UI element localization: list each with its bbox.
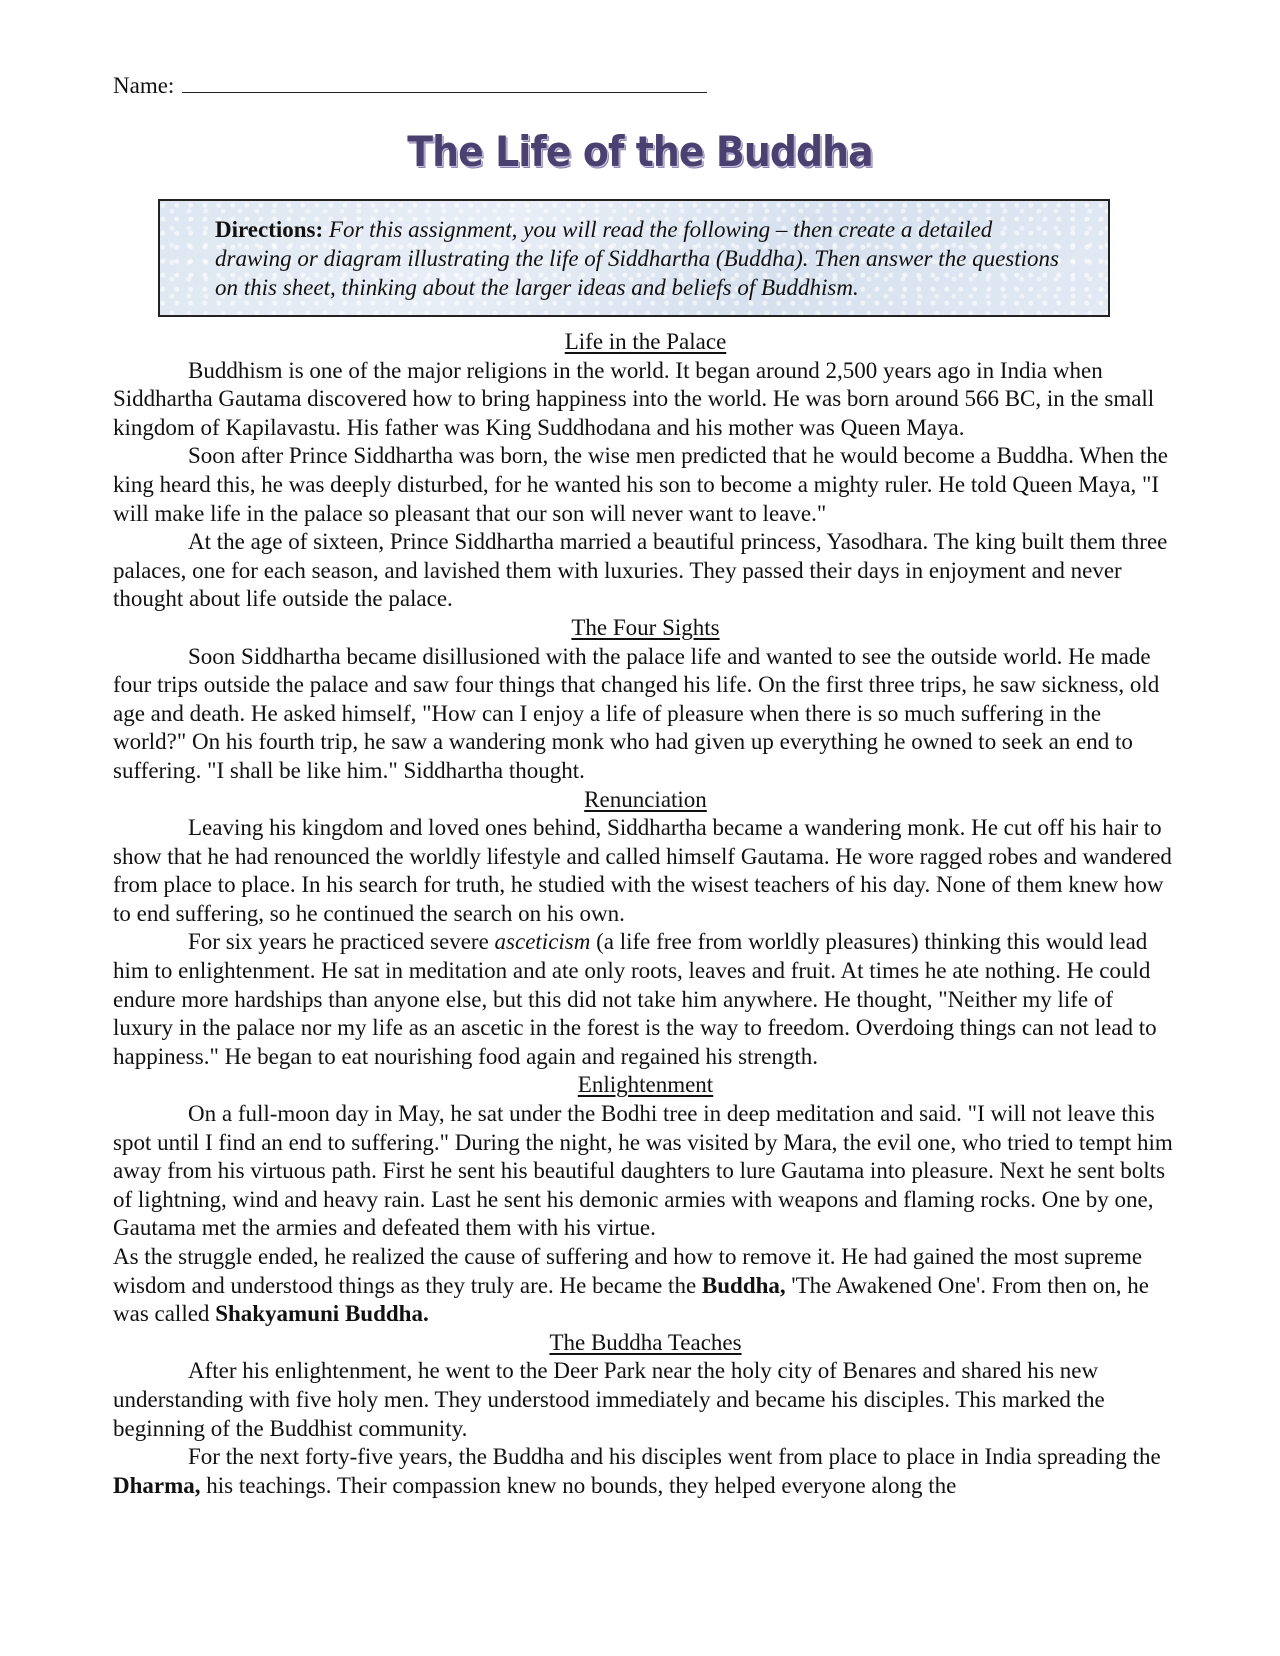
reading-passage <box>113 328 1178 1500</box>
text-run: his teachings. Their compassion knew no bounds, they helped everyone along the <box>200 1472 957 1498</box>
paragraph: Leaving his kingdom and loved ones behind, Siddhartha became a wandering monk. He cut off his hair to show that he had renounced the worldly lifestyle and called himself Gautama. He wore ragged robes and wandered from place to place. In his search for truth, he studied with the wisest teachers of his day. None of them knew how to end suffering, so he continued the search on his own. <box>113 815 1172 926</box>
paragraph: Soon Siddhartha became disillusioned with the palace life and wanted to see the outside world. He made four trips outside the palace and saw four things that changed his life. On the first three trips, he saw sickness, old age and death. He asked himself, "How can I enjoy a life of pleasure when there is so much suffering in the world?" On his fourth trip, he saw a wandering monk who had given up everything he owned to seek an end to suffering. "I shall be like him." Siddhartha thought. <box>113 643 1160 783</box>
heading-life-in-the-palace: Life in the Palace <box>564 329 727 354</box>
paragraph: On a full-moon day in May, he sat under the Bodhi tree in deep meditation and said. "I will not leave this spot until I find an end to suffering." During the night, he was visited by Mara, the evil one, who tried to tempt him away from his virtuous path. First he sent his beautiful daughters to lure Gautama into pleasure. Next he sent bolts of lightning, wind and heavy rain. Last he sent his demonic armies with weapons and flaming rocks. One by one, Gautama met the armies and defeated them with his virtue. <box>113 1101 1173 1241</box>
name-field <box>113 72 707 100</box>
bold-dharma: Dharma, <box>113 1472 201 1498</box>
name-label: Name: <box>113 73 175 98</box>
text-run: For six years he practiced severe <box>188 929 495 955</box>
bold-shakyamuni-buddha: Shakyamuni Buddha. <box>215 1301 429 1327</box>
directions-label: Directions: <box>215 217 324 242</box>
bold-buddha: Buddha, <box>701 1272 786 1298</box>
paragraph: After his enlightenment, he went to the Deer Park near the holy city of Benares and shared his new understanding with five holy men. They understood immediately and became his disciples. This marked the beginning of the Buddhist community. <box>113 1358 1105 1441</box>
paragraph <box>113 1443 1178 1500</box>
name-blank-line[interactable] <box>182 72 707 93</box>
emphasis-asceticism: asceticism <box>494 929 591 955</box>
paragraph: Soon after Prince Siddhartha was born, the wise men predicted that he would become a Buddha. When the king heard this, he was deeply disturbed, for he wanted his son to become a mighty ruler. He told Queen Maya, "I will make life in the palace so pleasant that our son will never want to leave." <box>113 443 1168 526</box>
paragraph <box>113 1243 1178 1329</box>
heading-four-sights: The Four Sights <box>571 614 720 640</box>
directions-box <box>158 199 1110 317</box>
text-run: (a life free from worldly pleasures) thinking this would lead him to enlightenment. He sat in meditation and ate only roots, leaves and fruit. At times he ate nothing. He could endure more hardships than anyone else, but this did not take him anywhere. He thought, "Neither my life of luxury in the palace nor my life as an ascetic in the forest is the way to freedom. Overdoing things can not lead to happiness." He began to eat nourishing food again and regained his strength. <box>113 929 1157 1069</box>
paragraph: At the age of sixteen, Prince Siddhartha married a beautiful princess, Yasodhara. The king built them three palaces, one for each season, and lavished them with luxuries. They passed their days in enjoyment and never thought about life outside the palace. <box>113 529 1168 612</box>
text-run: As the struggle ended, he realized the cause of suffering and how to remove it. He had gained the most supreme wisdom and understood things as they truly are. He became the <box>113 1244 1143 1298</box>
paragraph: Buddhism is one of the major religions in the world. It began around 2,500 years ago in India when Siddhartha Gautama discovered how to bring happiness into the world. He was born around 566 BC, in the small kingdom of Kapilavastu. His father was King Suddhodana and his mother was Queen Maya. <box>113 357 1155 440</box>
heading-enlightenment: Enlightenment <box>577 1072 714 1098</box>
heading-buddha-teaches: The Buddha Teaches <box>549 1329 742 1355</box>
directions-text: For this assignment, you will read the following – then create a detailed drawing or diagram illustrating the life of Siddhartha (Buddha). Then answer the questions on this sheet, thinking about the larger ideas and beliefs of Buddhism. <box>215 217 1059 300</box>
paragraph <box>113 928 1178 1071</box>
heading-renunciation: Renunciation <box>584 786 707 812</box>
text-run: For the next forty-five years, the Buddha and his disciples went from place to place in India spreading the <box>188 1444 1161 1470</box>
page-title: The Life of the Buddha <box>407 127 873 176</box>
text-run: 'The Awakened One'. From then on, he was called <box>113 1272 1149 1327</box>
